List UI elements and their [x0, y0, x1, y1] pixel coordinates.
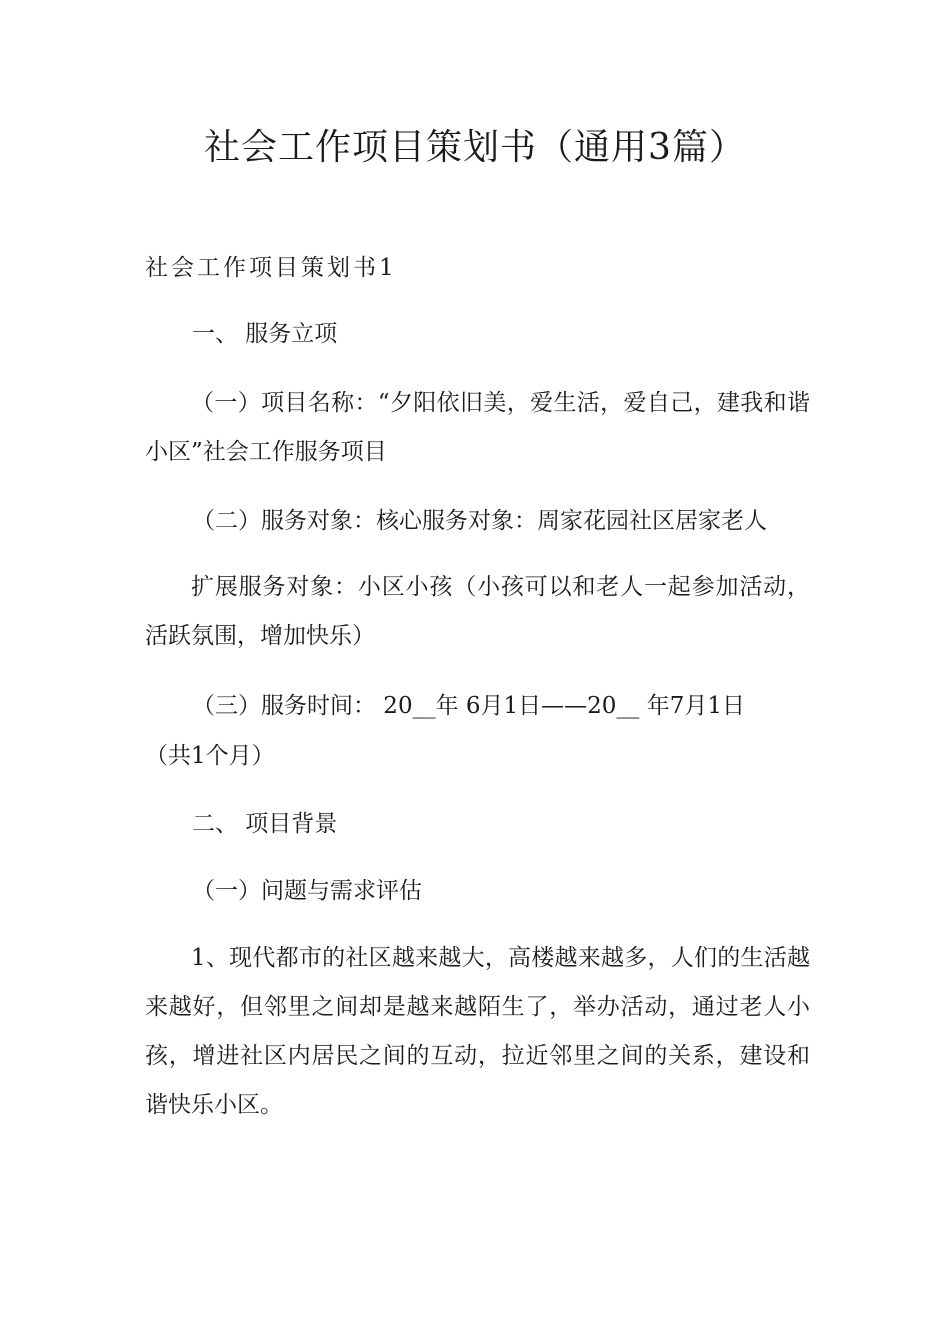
- part1-heading: 一、 服务立项: [192, 321, 338, 347]
- item2-line: （二）服务对象：核心服务对象：周家花园社区居家老人: [192, 508, 767, 534]
- part2-heading: 二、 项目背景: [192, 811, 338, 837]
- section-heading: 社会工作项目策划书1: [145, 255, 397, 281]
- sub1-heading: （一）问题与需求评估: [192, 878, 422, 904]
- document-title: 社会工作项目策划书（通用3篇）: [204, 127, 746, 168]
- item1-paragraph: （一）项目名称：“夕阳依旧美，爱生活，爱自己，建我和谐小区”社会工作服务项目: [145, 390, 810, 465]
- para1-paragraph: 1、现代都市的社区越来越大，高楼越来越多，人们的生活越来越好，但邻里之间却是越来越陌生了，举办活动，通过老人小孩，增进社区内居民之间的互动，拉近邻里之间的关系，建设和谐快乐小区。: [145, 945, 810, 1118]
- item2-ext-paragraph: 扩展服务对象：小区小孩（小孩可以和老人一起参加活动，活跃氛围，增加快乐）: [145, 574, 810, 649]
- item3-line1: （三）服务时间： 20__年 6月1日——20__ 年7月1日: [192, 693, 745, 719]
- item3-line2: （共1个月）: [145, 743, 275, 769]
